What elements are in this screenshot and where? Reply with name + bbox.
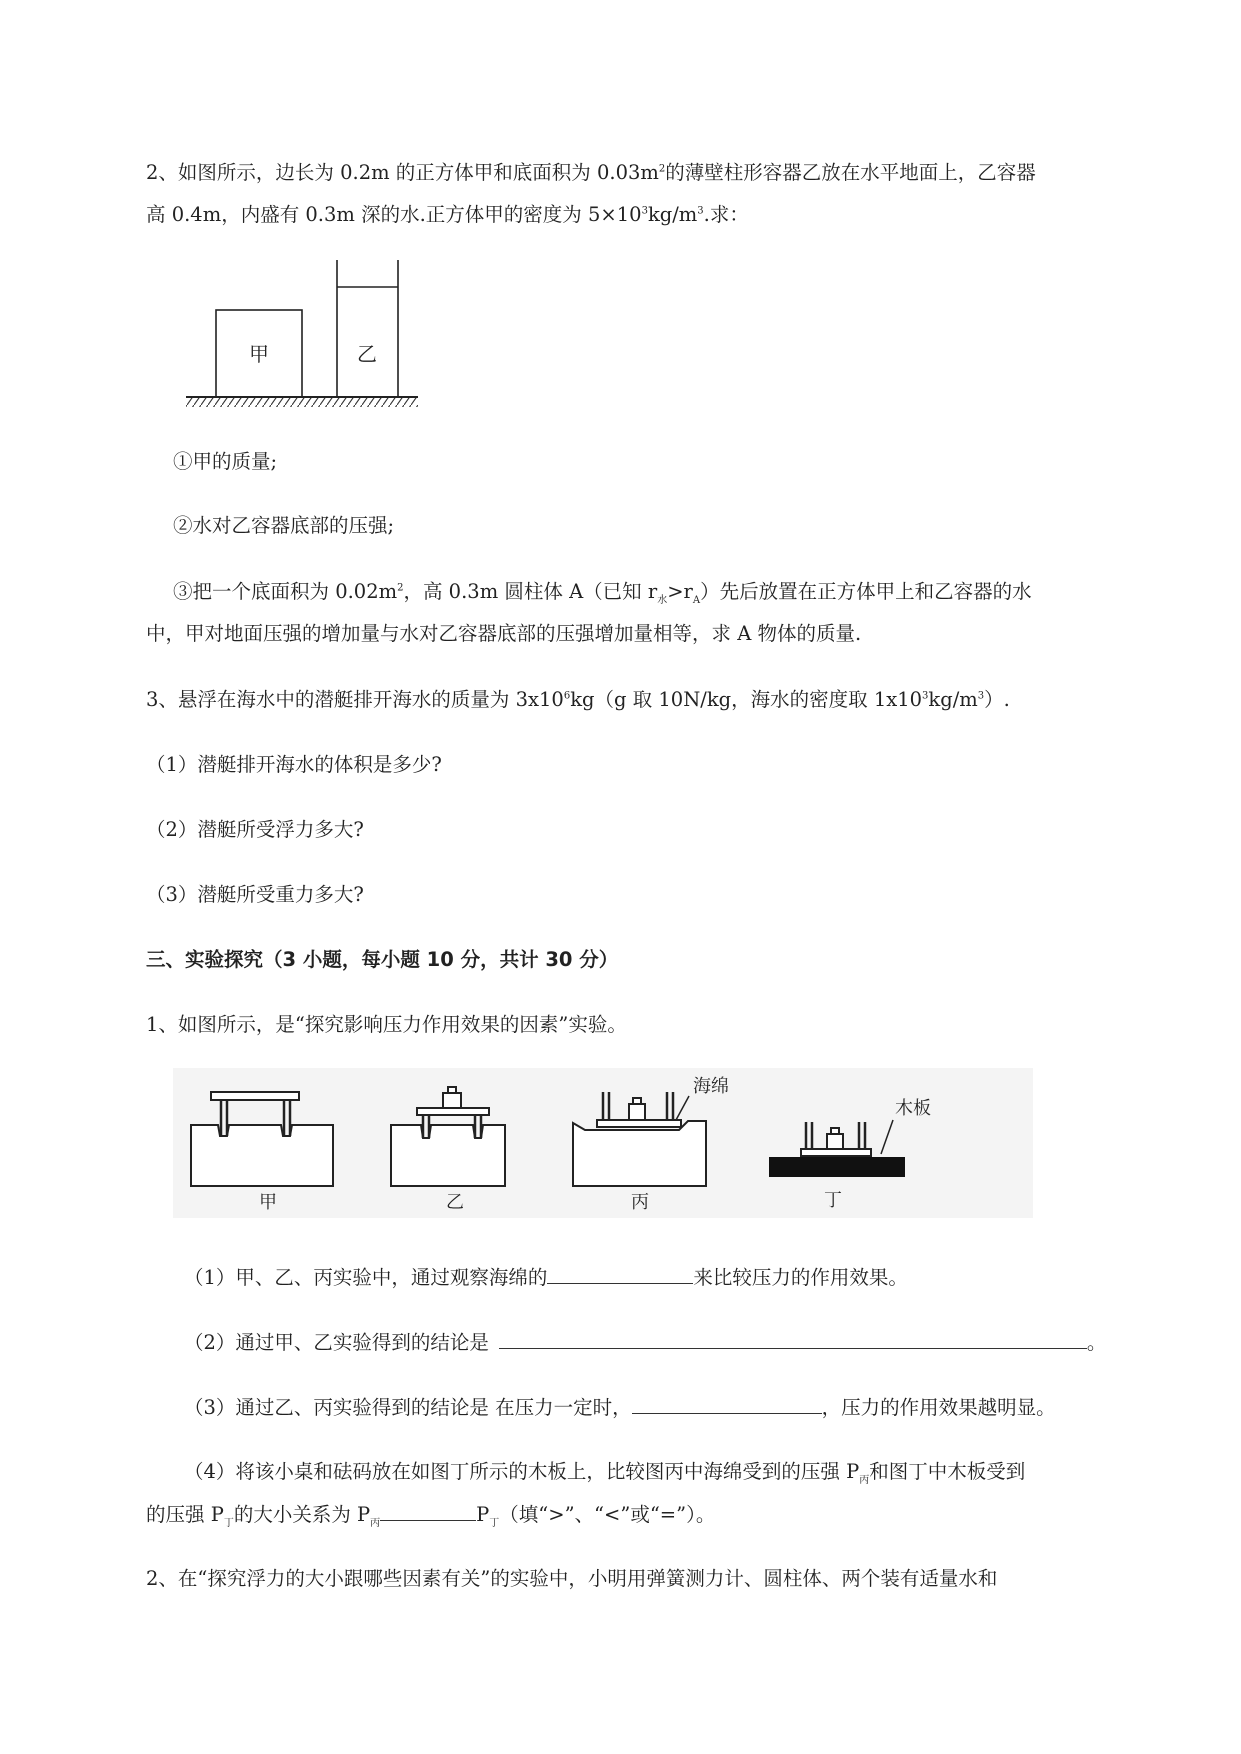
section-heading: 三、实验探究（3 小题，每小题 10 分，共计 30 分）: [146, 948, 619, 971]
label-jia: 甲: [249, 342, 269, 366]
answer-blank-2[interactable]: [499, 1328, 1087, 1349]
fig-label-yi: 乙: [446, 1192, 464, 1213]
fig-label-ding: 丁: [824, 1190, 842, 1211]
exp1-q4: （4）将该小桌和砝码放在如图丁所示的木板上，比较图丙中海绵受到的压强 $P_丙$和图丁中木板受到: [184, 1460, 1026, 1486]
exp1-q1: （1）甲、乙、丙实验中，通过观察海绵的 来比较压力的作用效果。: [184, 1263, 908, 1292]
q3-sub-3: （3）潜艇所受重力多大?: [146, 883, 364, 906]
exp1-intro: 1、如图所示，是“探究影响压力作用效果的因素”实验。: [146, 1013, 627, 1036]
exp1-q4-cont: 的压强 $P_丁$的大小关系为 $P_丙$ $P_丁$（填“>”、“<”或“=”）。: [146, 1500, 715, 1529]
q3-stem: 3、悬浮在海水中的潜艇排开海水的质量为 $3x10^6kg(g$ 取 10N/kg，海水的密度取 $1x10^3kg/m^3$）.: [146, 688, 1010, 711]
q2-line-2: 高 0.4m，内盛有 0.3m 深的水.正方体甲的密度为 $5\times 10^3kg/m^3$.求：: [146, 203, 749, 226]
fig-label-bing: 丙: [631, 1192, 649, 1213]
exp1-q3: （3）通过乙、丙实验得到的结论是 在压力一定时， ，压力的作用效果越明显。: [184, 1393, 1056, 1422]
callout-board: 木板: [895, 1098, 931, 1119]
exp1-figure: [173, 1068, 1033, 1218]
label-yi: 乙: [357, 342, 377, 366]
callout-sponge: 海绵: [693, 1076, 729, 1097]
answer-blank-4[interactable]: [380, 1500, 476, 1521]
exp1-q2: （2）通过甲、乙实验得到的结论是 。: [184, 1328, 1106, 1357]
q3-sub-2: （2）潜艇所受浮力多大?: [146, 818, 364, 841]
q2-item-3-cont: 中，甲对地面压强的增加量与水对乙容器底部的压强增加量相等，求 A 物体的质量.: [146, 622, 862, 645]
q3-sub-1: （1）潜艇排开海水的体积是多少?: [146, 753, 442, 776]
q2-line-1: 2、如图所示，边长为 0.2m 的正方体甲和底面积为 $0.03m^2$的薄壁柱形容器乙放在水平地面上，乙容器: [146, 161, 1036, 184]
fig-label-jia: 甲: [259, 1192, 277, 1213]
exp2-line-1: 2、在“探究浮力的大小跟哪些因素有关”的实验中，小明用弹簧测力计、圆柱体、两个装有适量水和: [146, 1567, 998, 1590]
q2-item-1: ①甲的质量;: [173, 450, 278, 473]
answer-blank-1[interactable]: [547, 1263, 693, 1284]
q2-item-3: ③把一个底面积为 $0.02m^2$，高 0.3m 圆柱体 A（已知 $r_水>r_A$）先后放置在正方体甲上和乙容器的水: [173, 580, 1032, 606]
answer-blank-3[interactable]: [632, 1393, 822, 1414]
ground-hatch: [186, 397, 418, 407]
q2-figure: [180, 255, 440, 415]
q2-item-2: ②水对乙容器底部的压强;: [173, 514, 395, 537]
